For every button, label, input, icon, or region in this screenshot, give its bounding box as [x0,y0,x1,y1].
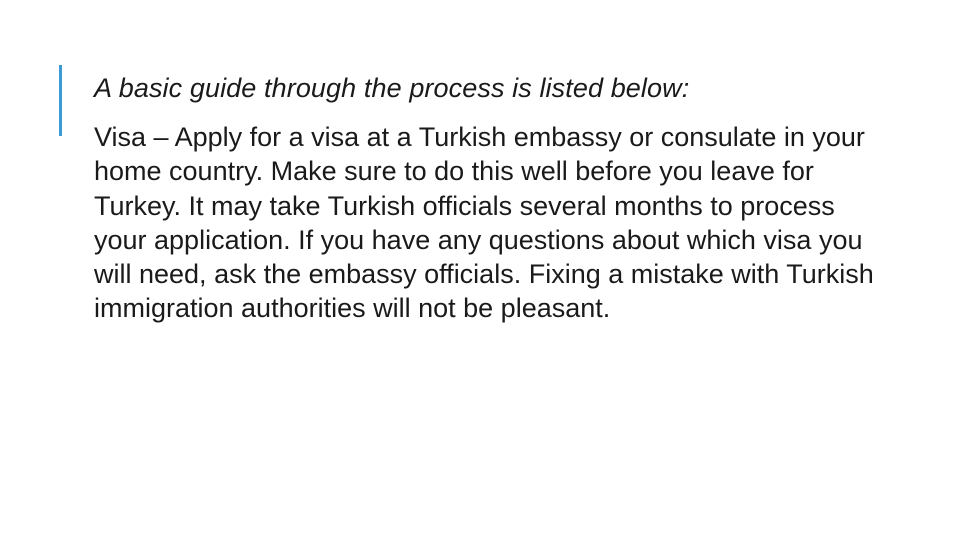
accent-bar [59,65,62,136]
body-paragraph: Visa – Apply for a visa at a Turkish embassy or consulate in your home country. Make sure to do this well before you leave for Turkey. It may take Turkish officials several months to process your application. If you have any questions about which visa you will need, ask the embassy officials. Fixing a mistake with Turkish immigration authorities will not be pleasant. [94,122,874,324]
intro-text: A basic guide through the process is listed below: [94,73,690,103]
slide-content [94,70,894,326]
